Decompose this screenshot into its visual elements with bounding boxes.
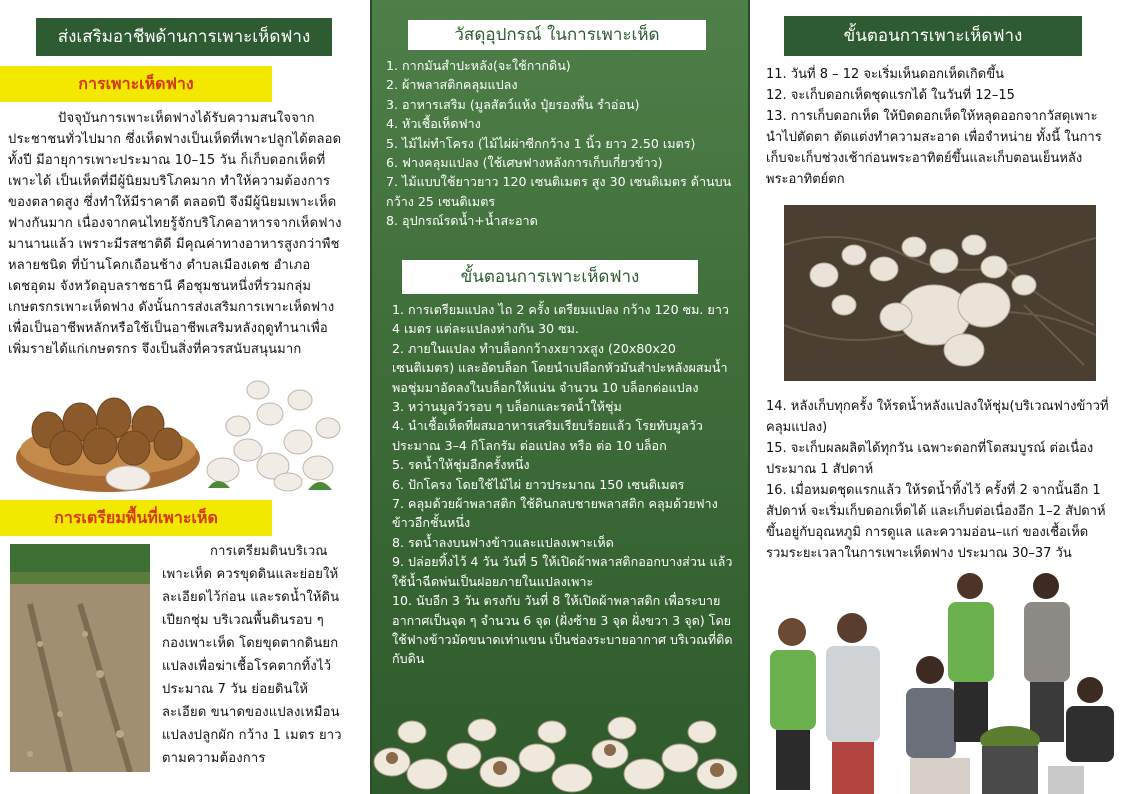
step-item: 15. จะเก็บผลผลิตได้ทุกวัน เฉพาะดอกที่โตสมบูรณ์ ต่อเนื่องประมาณ 1 สัปดาห์: [766, 441, 1094, 477]
step-item: 5. รดน้ำให้ชุ่มอีกครั้งหนึ่ง: [392, 457, 530, 473]
section1-body: ปัจจุบันการเพาะเห็ดฟางได้รับความสนใจจากประชาชนทั่วไปมาก ซึ่งเห็ดฟางเป็นเห็ดที่เพาะปลูกได้ตลอดทั้งปี มีอายุการเพาะประมาณ 10–15 วัน ก็เก็บดอกเห็ดที่เพาะได้ เป็นเห็ดที่มีผู้นิยมบริโภคมาก ทำให้ความต้องการของตลาดสูง ซึ่งทำให้มีราคาดี ตลอดปี จึงมีผู้นิยมเพาะเห็ดฟางกันมาก เนื่องจากคนไทยรู้จักบริโภคอาหารจากเห็ดฟางมานานแล้ว เพราะมีรสชาติดี มีคุณค่าทางอาหารสูงกว่าพืชหลายชนิด ที่บ้านโคกเถือนช้าง ตำบลเมืองเดช อำเภอเดชอุดม จังหวัดอุบลราชธานี คือชุมชนหนึ่งที่รวมกลุ่มเกษตรกรเพาะเห็ดฟาง ดังนั้นการส่งเสริมการเพาะเห็ดฟางเพื่อเป็นอาชีพหลักหรือใช้เป็นอาชีพเสริมหลังฤดูทำนาเพื่อเพิ่มรายได้แก่เกษตรกร จึงเป็นสิ่งที่ควรสนับสนุนมาก: [8, 111, 342, 357]
steps-top-list: [766, 64, 1110, 190]
soil-preparation-image: [10, 544, 150, 772]
middle-panel: [370, 0, 750, 794]
materials-heading: วัสดุอุปกรณ์ ในการเพาะเห็ด: [408, 20, 706, 50]
section1-heading: การเพาะเห็ดฟาง: [0, 66, 272, 102]
steps-bottom-list: [766, 396, 1112, 564]
material-item: 5. ไม้ไผ่ทำโครง (ไม้ไผ่ผ่าซีกกว้าง 1 นิ้ว ยาว 2.50 เมตร): [386, 135, 696, 151]
step-item: 2. ภายในแปลง ทำบล็อกกว้างxยาวxสูง (20x80x20 เซนติเมตร) และอัดบล็อก โดยนำเปลือกหัวมันสำปะหลังผสมน้ำพอชุ่มมาอัดลงในบล็อกให้แน่น จำนวน 10 บล็อกต่อแปลง: [392, 340, 728, 395]
material-item: 1. กากมันสำปะหลัง(จะใช้กากดิน): [386, 58, 571, 73]
mushroom-pile-image: [372, 712, 748, 794]
step-item: 14. หลังเก็บทุกครั้ง ให้รดน้ำหลังแปลงให้ชุ่ม(บริเวณฟางข้าวที่คลุมแปลง): [766, 399, 1109, 435]
mushroom-growing-photo: [784, 205, 1096, 381]
materials-list: [386, 56, 736, 231]
section2-heading: การเตรียมพื้นที่เพาะเห็ด: [0, 500, 272, 536]
step-item: 6. ปักโครง โดยใช้ไม้ไผ่ ยาวประมาณ 150 เซนติเมตร: [392, 476, 685, 492]
step-item: 13. การเก็บดอกเห็ด ให้บิดดอกเห็ดให้หลุดออกจากวัสดุเพาะ นำไปตัดตา ตัดแต่งทำความสะอาด เพื่อจำหน่าย ทั้งนี้ ในการเก็บจะเก็บช่วงเช้าก่อนพระอาทิตย์ขึ้นและเก็บตอนเย็นหลังพระอาทิตย์ตก: [766, 109, 1102, 187]
section2-body: การเตรียมดินบริเวณเพาะเห็ด ควรขุดดินและย่อยให้ละเอียดไว้ก่อน และรดน้ำให้ดินเปียกชุ่ม บริเวณพื้นดินรอบ ๆ กองเพาะเห็ด โดยขุดตากดินยกแปลงเพื่อฆ่าเชื้อโรคตากทิ้งไว้ประมาณ 7 วัน ย่อยดินให้ละเอียด ขนาดของแปลงเหมือนแปลงปลูกผัก กว้าง 1 เมตร ยาวตามความต้องการ: [162, 544, 342, 766]
farmers-group-photo: [760, 570, 1122, 794]
left-panel: [0, 0, 370, 794]
material-item: 4. หัวเชื้อเห็ดฟาง: [386, 116, 481, 132]
step-item: 8. รดน้ำลงบนฟางข้าวและแปลงเพาะเห็ด: [392, 534, 614, 550]
material-item: 6. ฟางคลุมแปลง (ใช้เศษฟางหลังการเก็บเกี่ยวข้าว): [386, 155, 663, 171]
step-item: 9. ปล่อยทิ้งไว้ 4 วัน วันที่ 5 ให้เปิดผ้าพลาสติกออกบางส่วน แล้วใช้น้ำฉีดพ่นเป็นฝอยภายในแปลงเพาะ: [392, 554, 733, 589]
steps-list: [392, 300, 734, 669]
material-item: 7. ไม้แบบใช้ยาวยาว 120 เซนติเมตร สูง 30 เซนติเมตร ด้านบนกว้าง 25 เซนติเมตร: [386, 174, 732, 209]
material-item: 2. ผ้าพลาสติกคลุมแปลง: [386, 77, 518, 93]
mushroom-basket-image: [8, 370, 348, 495]
material-item: 3. อาหารเสริม (มูลสัตว์แห้ง ปุ๋ยรองพื้น รำอ่อน): [386, 96, 640, 112]
material-item: 8. อุปกรณ์รดน้ำ+น้ำสะอาด: [386, 213, 538, 229]
panel1-title: ส่งเสริมอาชีพด้านการเพาะเห็ดฟาง: [36, 18, 332, 56]
steps-heading: ขั้นตอนการเพาะเห็ดฟาง: [402, 260, 698, 294]
step-item: 11. วันที่ 8 – 12 จะเริ่มเห็นดอกเห็ดเกิดขึ้น: [766, 67, 1005, 82]
panel3-title: ขั้นตอนการเพาะเห็ดฟาง: [784, 16, 1082, 56]
right-panel: [750, 0, 1122, 794]
step-item: 4. นำเชื้อเห็ดที่ผสมอาหารเสริมเรียบร้อยแล้ว โรยทับมูลวัว ประมาณ 3–4 กิโลกรัม ต่อแปลง หรือ ต่อ 10 บล็อก: [392, 418, 703, 453]
step-item: 3. หว่านมูลวัวรอบ ๆ บล็อกและรดน้ำให้ชุ่ม: [392, 399, 622, 415]
step-item: 12. จะเก็บดอกเห็ดชุดแรกได้ ในวันที่ 12–15: [766, 88, 1015, 103]
step-item: 10. นับอีก 3 วัน ตรงกับ วันที่ 8 ให้เปิดผ้าพลาสติก เพื่อระบายอากาศเป็นจุด ๆ จำนวน 6 จุด (ฝั่งซ้าย 3 จุด ฝั่งขวา 3 จุด) โดยใช้ฟางข้าวมัดขนาดเท่าแขน เป็นช่องระบายอากาศ บริเวณที่ติดกับดิน: [392, 593, 733, 667]
step-item: 7. คลุมด้วยผ้าพลาสติก ใช้ดินกลบชายพลาสติก คลุมด้วยฟางข้าวอีกชั้นหนึ่ง: [392, 496, 718, 531]
step-item: 16. เมื่อหมดชุดแรกแล้ว ให้รดน้ำทิ้งไว้ ครั้งที่ 2 จากนั้นอีก 1 สัปดาห์ จะเริ่มเก็บดอกเห็ดได้ และเก็บต่อเนื่องอีก 1–2 สัปดาห์ ขึ้นอยู่กับอุณหภูมิ การดูแล และความอ่อน–แก่ ของเชื้อเห็ด รวมระยะเวลาในการเพาะเห็ดฟาง ประมาณ 30–37 วัน: [766, 483, 1106, 561]
step-item: 1. การเตรียมแปลง ไถ 2 ครั้ง เตรียมแปลง กว้าง 120 ซม. ยาว 4 เมตร แต่ละแปลงห่างกัน 30 ซม.: [392, 302, 729, 337]
